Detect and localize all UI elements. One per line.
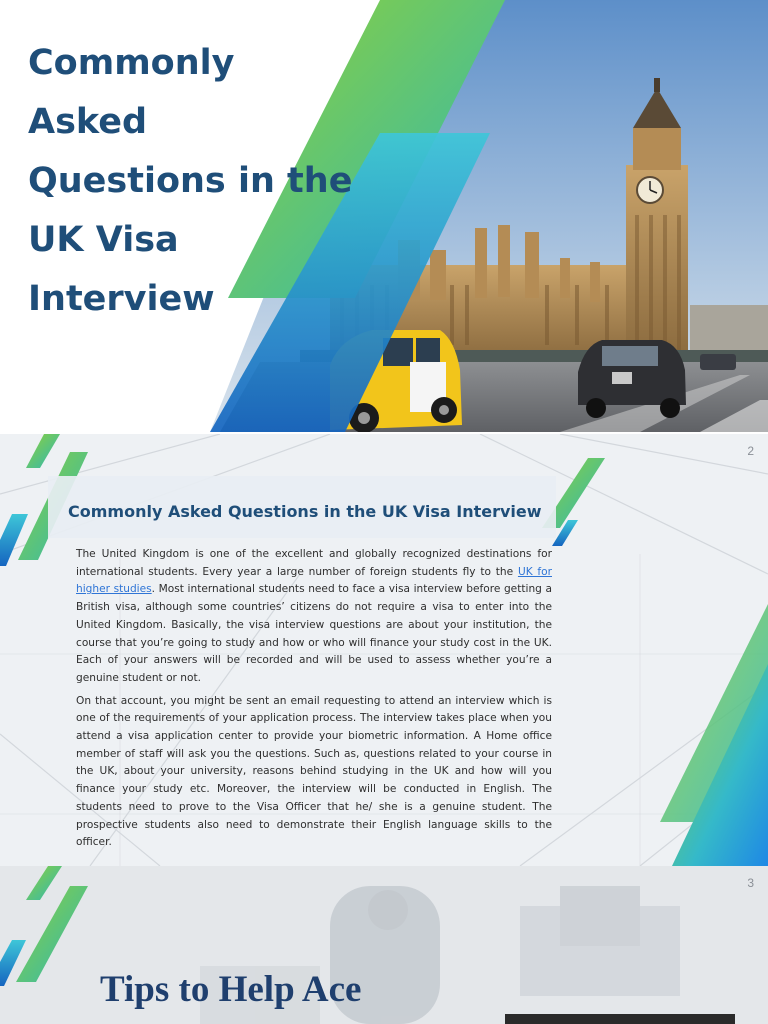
paragraph-1	[76, 546, 552, 688]
slide-1-title-line: Commonly Asked	[28, 43, 235, 142]
slide-1	[0, 0, 768, 432]
uk-higher-studies-link[interactable]: UK for higher studies	[76, 565, 552, 596]
slide-1-title-line: UK Visa	[28, 220, 179, 260]
slide-2-body	[76, 546, 552, 857]
slide-2-title: Commonly Asked Questions in the UK Visa Interview	[68, 502, 542, 521]
slide-1-title-line: Questions in the	[28, 161, 353, 201]
slide-1-title	[28, 34, 358, 329]
slide-1-title-line: Interview	[28, 279, 215, 319]
paragraph-1-text-continued: . Most international students need to face a visa interview before getting a British visa, although some countries’ citizens do not require a visa to enter into the United Kingdom. Basically, the visa interview questions are about your institution, the course that you’re going to study and how or who will finance your study cost in the UK. Each of your answers will be recorded and will be used to assess whether you’re a genuine student or not.	[76, 583, 552, 684]
slide-number: 2	[747, 444, 754, 458]
slide-number: 3	[747, 876, 754, 890]
slide-3	[0, 866, 768, 1024]
slide-3-title: Tips to Help Ace	[100, 969, 362, 1010]
paragraph-1-text: The United Kingdom is one of the excellent and globally recognized destinations for international students. Every year a large number of foreign students fly to the	[76, 548, 552, 578]
paragraph-2: On that account, you might be sent an email requesting to attend an interview which is one of the requirements of your application process. The interview takes place when you attend a visa application center to provide your biometric information. A Home office member of staff will ask you the questions. Such as, questions related to your course in the UK, about your university, reasons behind studying in the UK and how will you finance your study etc. Moreover, the interview will be conducted in English. The students need to prove to the Visa Officer that he/ she is a genuine student. The prospective students also need to demonstrate their English language skills to the officer.	[76, 694, 552, 849]
slide-2	[0, 434, 768, 866]
